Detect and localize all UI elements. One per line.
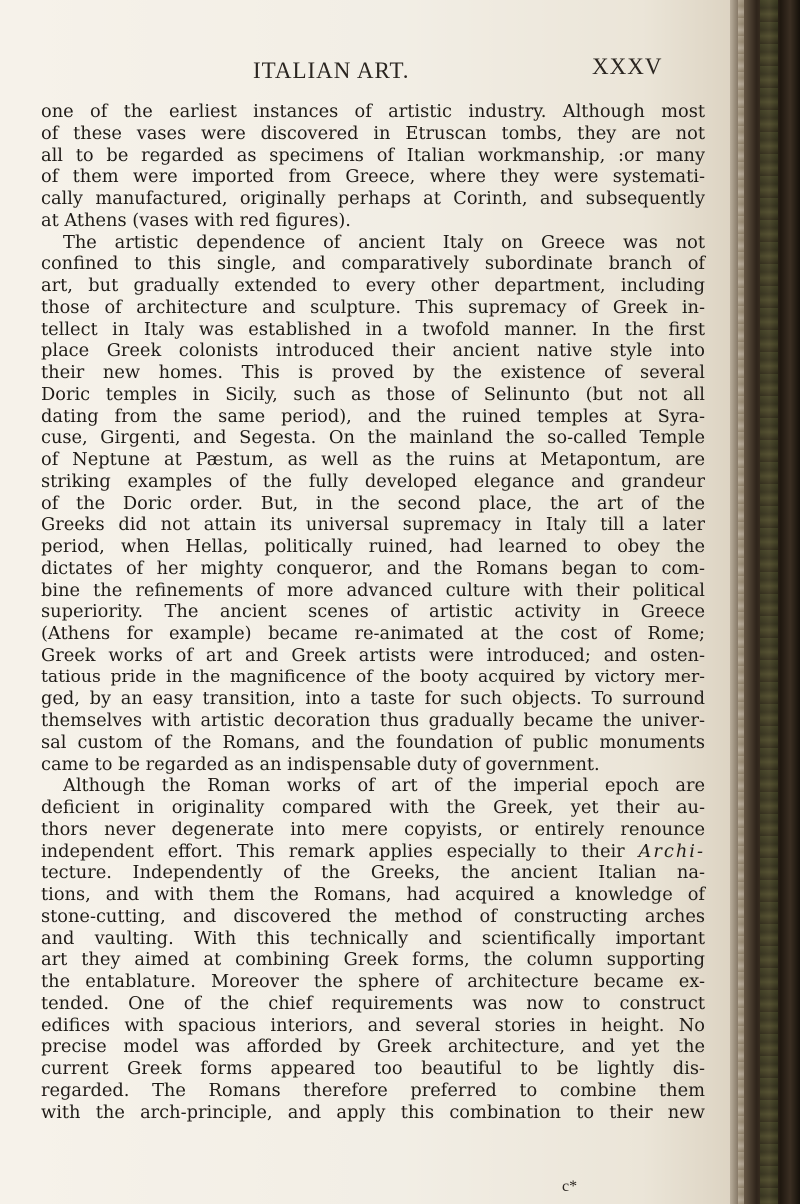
text-line: period, when Hellas, politically ruined, had learned to obey the: [41, 536, 705, 557]
text-line: sal custom of the Romans, and the foundation of public monuments: [41, 731, 705, 753]
text-line: Doric temples in Sicily, such as those of Selinunto (but not all: [41, 383, 705, 405]
text-line: came to be regarded as an indispensable duty of government.: [41, 753, 600, 775]
text-line: of the Doric order. But, in the second place, the art of the: [41, 492, 705, 514]
text-line: striking examples of the fully developed elegance and grandeur: [41, 470, 705, 492]
text-line: of them were imported from Greece, where they were systemati-: [41, 166, 705, 188]
text-line: [41, 841, 705, 863]
text-line: precise model was afforded by Greek architecture, and yet the: [41, 1036, 705, 1058]
text-line: edifices with spacious interiors, and several stories in height. No: [41, 1014, 705, 1036]
text-line: their new homes. This is proved by the existence of several: [41, 362, 705, 383]
signature-mark: c*: [562, 1178, 578, 1195]
text-line: tions, and with them the Romans, had acquired a knowledge of: [41, 884, 705, 905]
text-line: of Neptune at Pæstum, as well as the ruins at Metapontum, are: [41, 449, 705, 470]
running-title: ITALIAN ART.: [253, 58, 410, 83]
text-line: Greek works of art and Greek artists were introduced; and osten-: [41, 644, 705, 666]
text-line: superiority. The ancient scenes of artistic activity in Greece: [41, 601, 705, 623]
text-line: tatious pride in the magnificence of the booty acquired by victory mer-: [41, 666, 705, 687]
text-line: place Greek colonists introduced their ancient native style into: [41, 340, 705, 362]
page-number: XXXV: [592, 54, 663, 79]
text-line: confined to this single, and comparatively subordinate branch of: [41, 253, 705, 275]
text-line: the entablature. Moreover the sphere of architecture became ex-: [41, 971, 705, 992]
paragraph-start-line: Although the Roman works of art of the imperial epoch are: [63, 775, 705, 797]
text-line: deficient in originality compared with the Greek, yet their au-: [41, 797, 705, 818]
text-line: ged, by an easy transition, into a taste for such objects. To surround: [41, 688, 705, 710]
text-line: with the arch-principle, and apply this combination to their new: [41, 1101, 705, 1123]
text-line: current Greek forms appeared too beautiful to be lightly dis-: [41, 1058, 705, 1079]
text-line: one of the earliest instances of artistic industry. Although most: [41, 101, 705, 122]
text-line: those of architecture and sculpture. This supremacy of Greek in-: [41, 296, 705, 318]
text-line: cally manufactured, originally perhaps at Corinth, and subsequently: [41, 188, 705, 209]
text-line: tellect in Italy was established in a twofold manner. In the first: [41, 318, 705, 340]
text-line: regarded. The Romans therefore preferred to combine them: [41, 1079, 705, 1101]
emphasized-word: Archi-: [638, 840, 705, 862]
text-line: (Athens for example) became re-animated at the cost of Rome;: [41, 623, 705, 644]
text-line: themselves with artistic decoration thus gradually became the univer-: [41, 710, 705, 731]
body-text: [41, 101, 705, 1123]
text-line: art they aimed at combining Greek forms, the column supporting: [41, 949, 705, 971]
text-line: all to be regarded as specimens of Italian workmanship, :or many: [41, 144, 705, 166]
text-line: tended. One of the chief requirements was now to construct: [41, 992, 705, 1014]
text-line: dictates of her mighty conqueror, and the Romans began to com-: [41, 557, 705, 579]
book-binding-edge: [730, 0, 800, 1204]
text-line: stone-cutting, and discovered the method of constructing arches: [41, 905, 705, 927]
text-line: art, but gradually extended to every other department, including: [41, 275, 705, 296]
text-line: bine the refinements of more advanced culture with their political: [41, 579, 705, 601]
text-line: at Athens (vases with red figures).: [41, 209, 351, 231]
text-line: of these vases were discovered in Etruscan tombs, they are not: [41, 122, 705, 144]
text-line-start: independent effort. This remark applies especially to their: [41, 840, 625, 862]
text-line: dating from the same period), and the ruined temples at Syra-: [41, 405, 705, 427]
text-line: Greeks did not attain its universal supremacy in Italy till a later: [41, 514, 705, 536]
paragraph-start-line: The artistic dependence of ancient Italy on Greece was not: [63, 231, 705, 253]
text-line: thors never degenerate into mere copyists, or entirely renounce: [41, 818, 705, 840]
text-line: cuse, Girgenti, and Segesta. On the mainland the so-called Temple: [41, 427, 705, 449]
text-line: and vaulting. With this technically and scientifically important: [41, 927, 705, 949]
running-head: [0, 50, 730, 86]
text-line: tecture. Independently of the Greeks, the ancient Italian na-: [41, 862, 705, 884]
